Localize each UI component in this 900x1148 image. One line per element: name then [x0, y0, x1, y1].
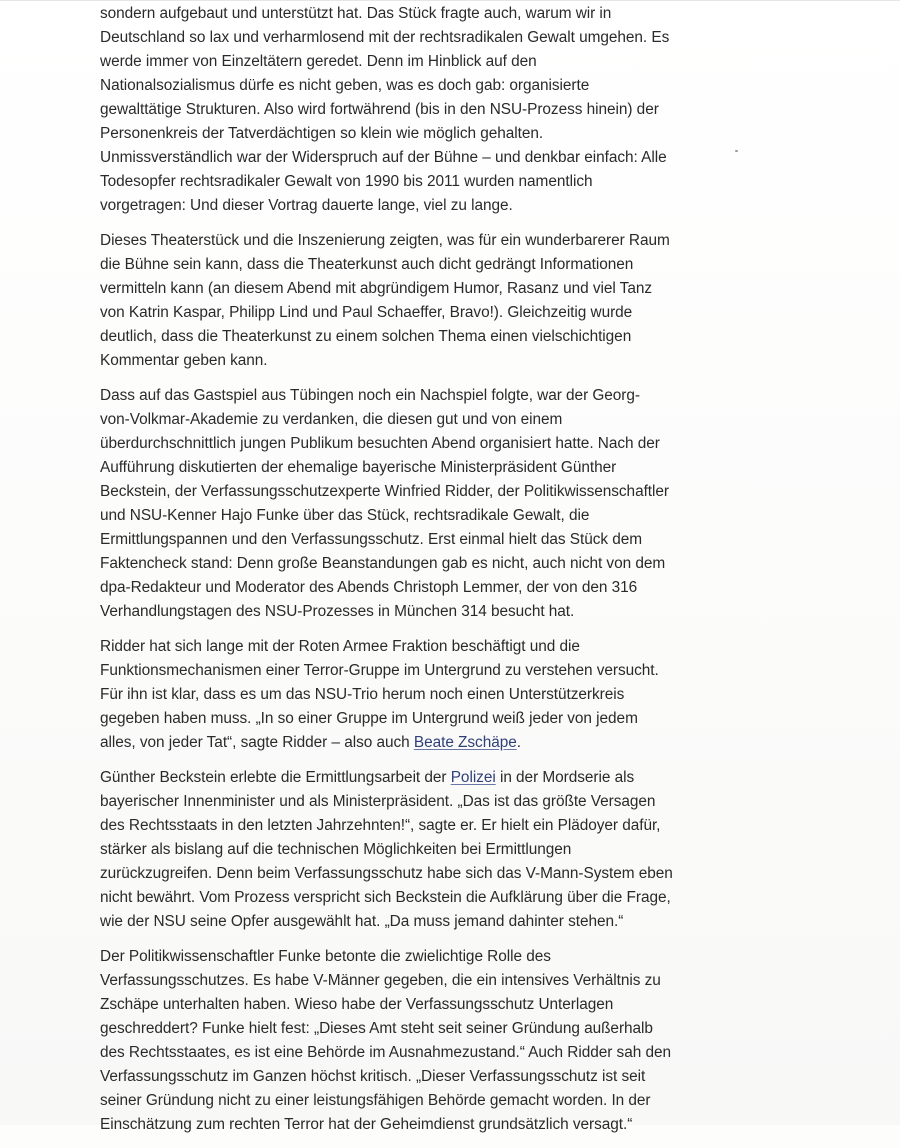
text-segment: Günther Beckstein erlebte die Ermittlungsarbeit der — [100, 769, 451, 786]
text-line — [100, 301, 700, 325]
text-line — [100, 862, 700, 886]
text-line — [100, 790, 700, 814]
text-line — [100, 683, 700, 707]
text-segment: des Rechtsstaats in den letzten Jahrzehnten!“, sagte er. Er hielt ein Plädoyer dafür, — [100, 817, 661, 834]
text-segment: und NSU-Kenner Hajo Funke über das Stück, rechtsradikale Gewalt, die — [100, 507, 590, 524]
text-segment: wie der NSU seine Opfer ausgewählt hat. „Da muss jemand dahinter stehen.“ — [100, 913, 624, 930]
text-segment: von-Volkmar-Akademie zu verdanken, die diesen gut und von einem — [100, 411, 563, 428]
scan-edge — [0, 0, 900, 1]
text-segment: Einschätzung zum rechten Terror hat der Geheimdienst grundsätzlich versagt.“ — [100, 1116, 633, 1133]
text-line — [100, 945, 700, 969]
text-line — [100, 731, 700, 755]
text-segment: stärker als bislang auf die technischen Möglichkeiten bei Ermittlungen — [100, 841, 572, 858]
text-line — [100, 2, 700, 26]
text-line — [100, 384, 700, 408]
text-segment: geschreddert? Funke hielt fest: „Dieses Amt steht seit seiner Gründung außerhalb — [100, 1020, 653, 1037]
article-paragraph — [100, 945, 700, 1137]
text-segment: in der Mordserie als — [495, 769, 635, 786]
text-line — [100, 838, 700, 862]
text-segment: von Katrin Kaspar, Philipp Lind und Paul Schaeffer, Bravo!). Gleichzeitig wurde — [100, 304, 633, 321]
text-line — [100, 659, 700, 683]
text-segment: gewalttätige Strukturen. Also wird fortwährend (bis in den NSU-Prozess hinein) der — [100, 101, 659, 118]
text-line — [100, 1113, 700, 1137]
text-segment: Ridder hat sich lange mit der Roten Armee Fraktion beschäftigt und die — [100, 638, 580, 655]
text-line — [100, 456, 700, 480]
text-line — [100, 528, 700, 552]
text-segment: Verfassungsschutzes. Es habe V-Männer gegeben, die ein intensives Verhältnis zu — [100, 972, 661, 989]
text-segment: Beckstein, der Verfassungsschutzexperte Winfried Ridder, der Politikwissenschaftler — [100, 483, 669, 500]
text-line — [100, 707, 700, 731]
text-segment: Verfassungsschutz im Ganzen höchst kritisch. „Dieser Verfassungsschutz ist seit — [100, 1068, 646, 1085]
text-line — [100, 432, 700, 456]
article-body — [100, 2, 700, 1148]
text-segment: . — [516, 734, 521, 751]
text-segment: Aufführung diskutierten der ehemalige bayerische Ministerpräsident Günther — [100, 459, 617, 476]
text-line — [100, 1017, 700, 1041]
text-segment: Kommentar geben kann. — [100, 352, 268, 369]
article-paragraph — [100, 766, 700, 934]
text-line — [100, 600, 700, 624]
text-segment: Personenkreis der Tatverdächtigen so klein wie möglich gehalten. — [100, 125, 544, 142]
text-line — [100, 98, 700, 122]
text-line — [100, 635, 700, 659]
text-line — [100, 26, 700, 50]
text-segment: Funktionsmechanismen einer Terror-Gruppe im Untergrund zu verstehen versucht. — [100, 662, 659, 679]
text-line — [100, 194, 700, 218]
text-segment: Nationalsozialismus dürfe es nicht geben, was es doch gab: organisierte — [100, 77, 590, 94]
text-segment: alles, von jeder Tat“, sagte Ridder – also auch — [100, 734, 414, 751]
text-segment: dpa-Redakteur und Moderator des Abends Christoph Lemmer, der von den 316 — [100, 579, 638, 596]
article-link[interactable]: Polizei — [450, 769, 496, 786]
article-paragraph — [100, 2, 700, 218]
text-segment: die Bühne sein kann, dass die Theaterkunst auch dicht gedrängt Informationen — [100, 256, 634, 273]
text-segment: gegeben haben muss. „In so einer Gruppe im Untergrund weiß jeder von jedem — [100, 710, 638, 727]
text-line — [100, 253, 700, 277]
text-line — [100, 969, 700, 993]
text-line — [100, 814, 700, 838]
text-segment: Der Politikwissenschaftler Funke betonte die zwielichtige Rolle des — [100, 948, 551, 965]
text-line — [100, 50, 700, 74]
article-paragraph — [100, 229, 700, 373]
article-paragraph — [100, 384, 700, 624]
text-line — [100, 480, 700, 504]
text-line — [100, 277, 700, 301]
text-line — [100, 1089, 700, 1113]
text-line — [100, 1065, 700, 1089]
text-segment: Deutschland so lax und verharmlosend mit der rechtsradikalen Gewalt umgehen. Es — [100, 29, 670, 46]
text-line — [100, 229, 700, 253]
text-line — [100, 552, 700, 576]
text-segment: vermitteln kann (an diesem Abend mit abgründigem Humor, Rasanz und viel Tanz — [100, 280, 652, 297]
text-line — [100, 504, 700, 528]
text-line — [100, 349, 700, 373]
text-segment: vorgetragen: Und dieser Vortrag dauerte lange, viel zu lange. — [100, 197, 513, 214]
text-segment: werde immer von Einzeltätern geredet. Denn im Hinblick auf den — [100, 53, 537, 70]
text-line — [100, 993, 700, 1017]
text-segment: Unmissverständlich war der Widerspruch auf der Bühne – und denkbar einfach: Alle — [100, 149, 667, 166]
text-line — [100, 1041, 700, 1065]
text-segment: deutlich, dass die Theaterkunst zu einem solchen Thema einen vielschichtigen — [100, 328, 632, 345]
text-line — [100, 886, 700, 910]
text-line — [100, 408, 700, 432]
text-segment: Todesopfer rechtsradikaler Gewalt von 1990 bis 2011 wurden namentlich — [100, 173, 593, 190]
article-paragraph — [100, 635, 700, 755]
text-segment: überdurchschnittlich jungen Publikum besuchten Abend organisiert hatte. Nach der — [100, 435, 660, 452]
text-segment: Faktencheck stand: Denn große Beanstandungen gab es nicht, auch nicht von dem — [100, 555, 666, 572]
text-segment: Dieses Theaterstück und die Inszenierung zeigten, was für ein wunderbarerer Raum — [100, 232, 670, 249]
text-segment: zurückzugreifen. Denn beim Verfassungsschutz habe sich das V-Mann-System eben — [100, 865, 673, 882]
text-line — [100, 325, 700, 349]
text-segment: Für ihn ist klar, dass es um das NSU-Trio herum noch einen Unterstützerkreis — [100, 686, 625, 703]
text-segment: seiner Gründung nicht zu einer leistungsfähigen Behörde gemacht worden. In der — [100, 1092, 651, 1109]
text-segment: Zschäpe unterhalten haben. Wieso habe der Verfassungsschutz Unterlagen — [100, 996, 614, 1013]
text-line — [100, 766, 700, 790]
text-segment: Verhandlungstagen des NSU-Prozesses in München 314 besucht hat. — [100, 603, 575, 620]
text-segment: bayerischer Innenminister und als Ministerpräsident. „Das ist das größte Versagen — [100, 793, 656, 810]
text-line — [100, 576, 700, 600]
scan-speck — [735, 150, 738, 152]
article-link[interactable]: Beate Zschäpe — [413, 734, 517, 751]
text-line — [100, 170, 700, 194]
text-segment: sondern aufgebaut und unterstützt hat. Das Stück fragte auch, warum wir in — [100, 5, 612, 22]
text-line — [100, 122, 700, 146]
text-line — [100, 74, 700, 98]
text-segment: Dass auf das Gastspiel aus Tübingen noch ein Nachspiel folgte, war der Georg- — [100, 387, 640, 404]
text-line — [100, 146, 700, 170]
text-segment: nicht bewährt. Vom Prozess verspricht sich Beckstein die Aufklärung über die Frage, — [100, 889, 671, 906]
text-segment: des Rechtsstaates, es ist eine Behörde im Ausnahmezustand.“ Auch Ridder sah den — [100, 1044, 671, 1061]
text-line — [100, 910, 700, 934]
text-segment: Ermittlungspannen und den Verfassungsschutz. Erst einmal hielt das Stück dem — [100, 531, 643, 548]
